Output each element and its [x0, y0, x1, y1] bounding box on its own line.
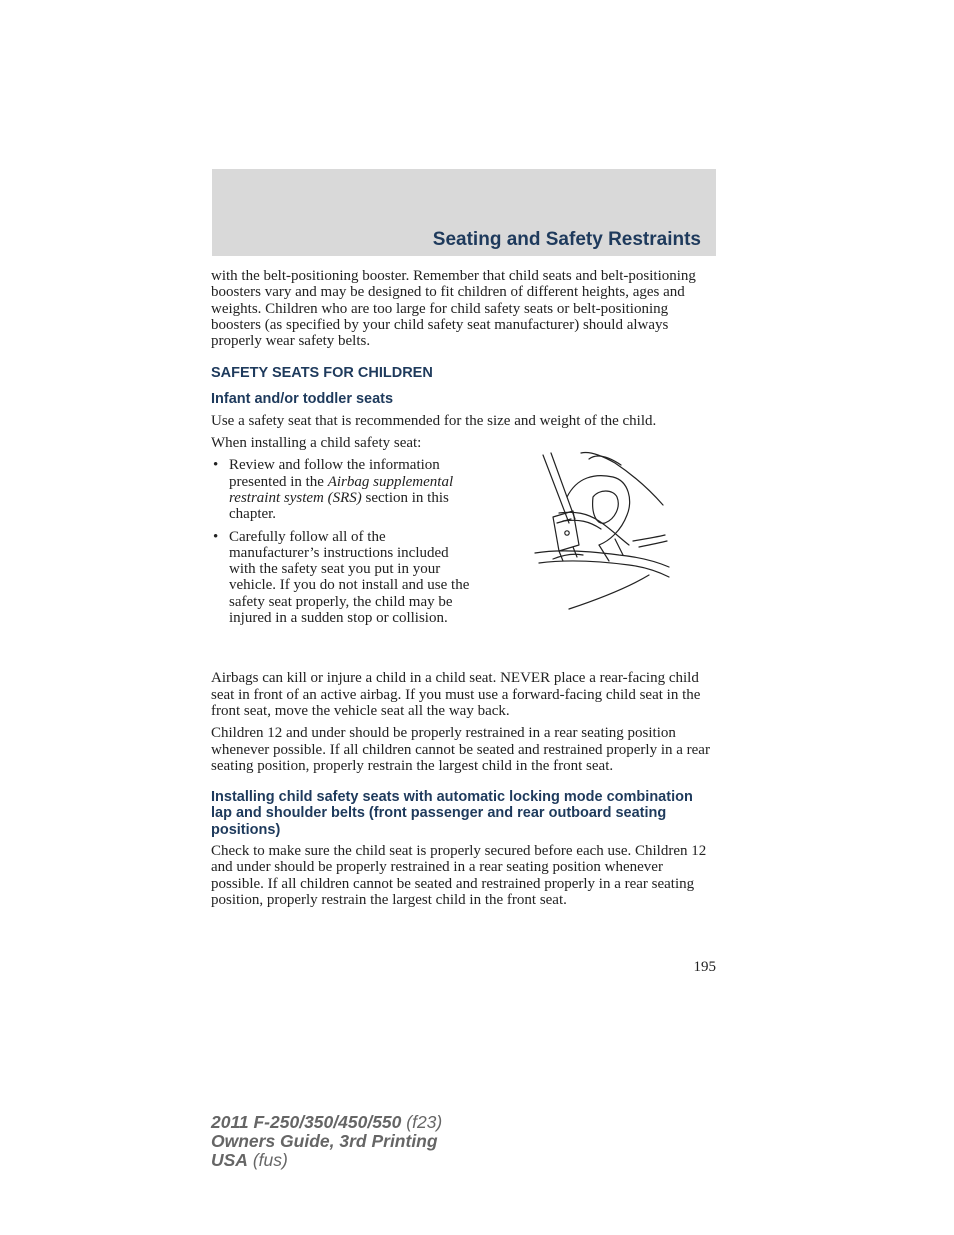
bullet-text: Carefully follow all of the manufacturer’s instructions included with the safety seat you put in your vehicle. If you do not install and use the safety seat properly, the child may be injured in a sudden stop or collision. [229, 528, 470, 627]
bullet-marker: • [213, 457, 219, 474]
footer-line-model [211, 1113, 442, 1132]
bullet-text: Review and follow the information presented in the [229, 457, 440, 490]
paragraph-when-installing: When installing a child safety seat: [211, 435, 422, 452]
footer-region: USA [211, 1150, 248, 1170]
header-band [212, 169, 716, 256]
bullet-text: section in this chapter. [229, 489, 449, 523]
page-number: 195 [693, 959, 716, 975]
paragraph-airbag-warning: Airbags can kill or injure a child in a child seat. NEVER place a rear-facing child seat in front of an active airbag. If you must use a forward-facing child seat in the front seat, move the vehicle seat all the way back. [211, 670, 701, 719]
page-content [211, 268, 716, 914]
chapter-title: Seating and Safety Restraints [432, 229, 701, 250]
subheading-infant-seats: Infant and/or toddler seats [211, 391, 394, 408]
bullet-marker: • [213, 528, 219, 545]
document-footer [211, 1113, 442, 1170]
footer-line-printing [211, 1132, 442, 1151]
paragraph-children-rear-seating: Children 12 and under should be properly restrained in a rear seating position whenever possible. If all children cannot be seated and restrained properly in a rear seating position, properly restrain the largest child in the front seat. [211, 725, 710, 774]
footer-printing: Owners Guide, 3rd Printing [211, 1131, 438, 1151]
bullet-list [211, 457, 471, 626]
footer-line-region [211, 1151, 442, 1170]
section-heading: SAFETY SEATS FOR CHILDREN [211, 365, 433, 382]
srs-section-reference: Airbag supplemental restraint system (SRS) [229, 473, 454, 506]
footer-model: 2011 F-250/350/450/550 [211, 1112, 402, 1132]
intro-paragraph: with the belt-positioning booster. Remember that child seats and belt-positioning boosters vary and may be designed to fit children of different heights, ages and weights. Children who are too large for child safety seats or belt-positioning boosters (as specified by your child safety seat manufacturer) should always properly wear safety belts. [211, 268, 696, 350]
list-item [211, 457, 471, 522]
paragraph-check-secured: Check to make sure the child seat is properly secured before each use. Children 12 and under should be properly restrained in a rear seating position whenever possible. If all children cannot be seated and restrained properly in a rear seating position, properly restrain the largest child in the front seat. [211, 843, 707, 908]
subheading-installing-child-seats: Installing child safety seats with automatic locking mode combination lap and shoulder belts (front passenger and rear outboard seating positions) [211, 789, 693, 838]
bullet-block [211, 457, 716, 665]
seat-belt-buckle-illustration [529, 449, 671, 619]
paragraph-use-safety-seat: Use a safety seat that is recommended for the size and weight of the child. [211, 412, 657, 429]
list-item [211, 529, 471, 627]
footer-region-code: (fus) [247, 1150, 288, 1170]
footer-model-code: (f23) [401, 1112, 443, 1132]
